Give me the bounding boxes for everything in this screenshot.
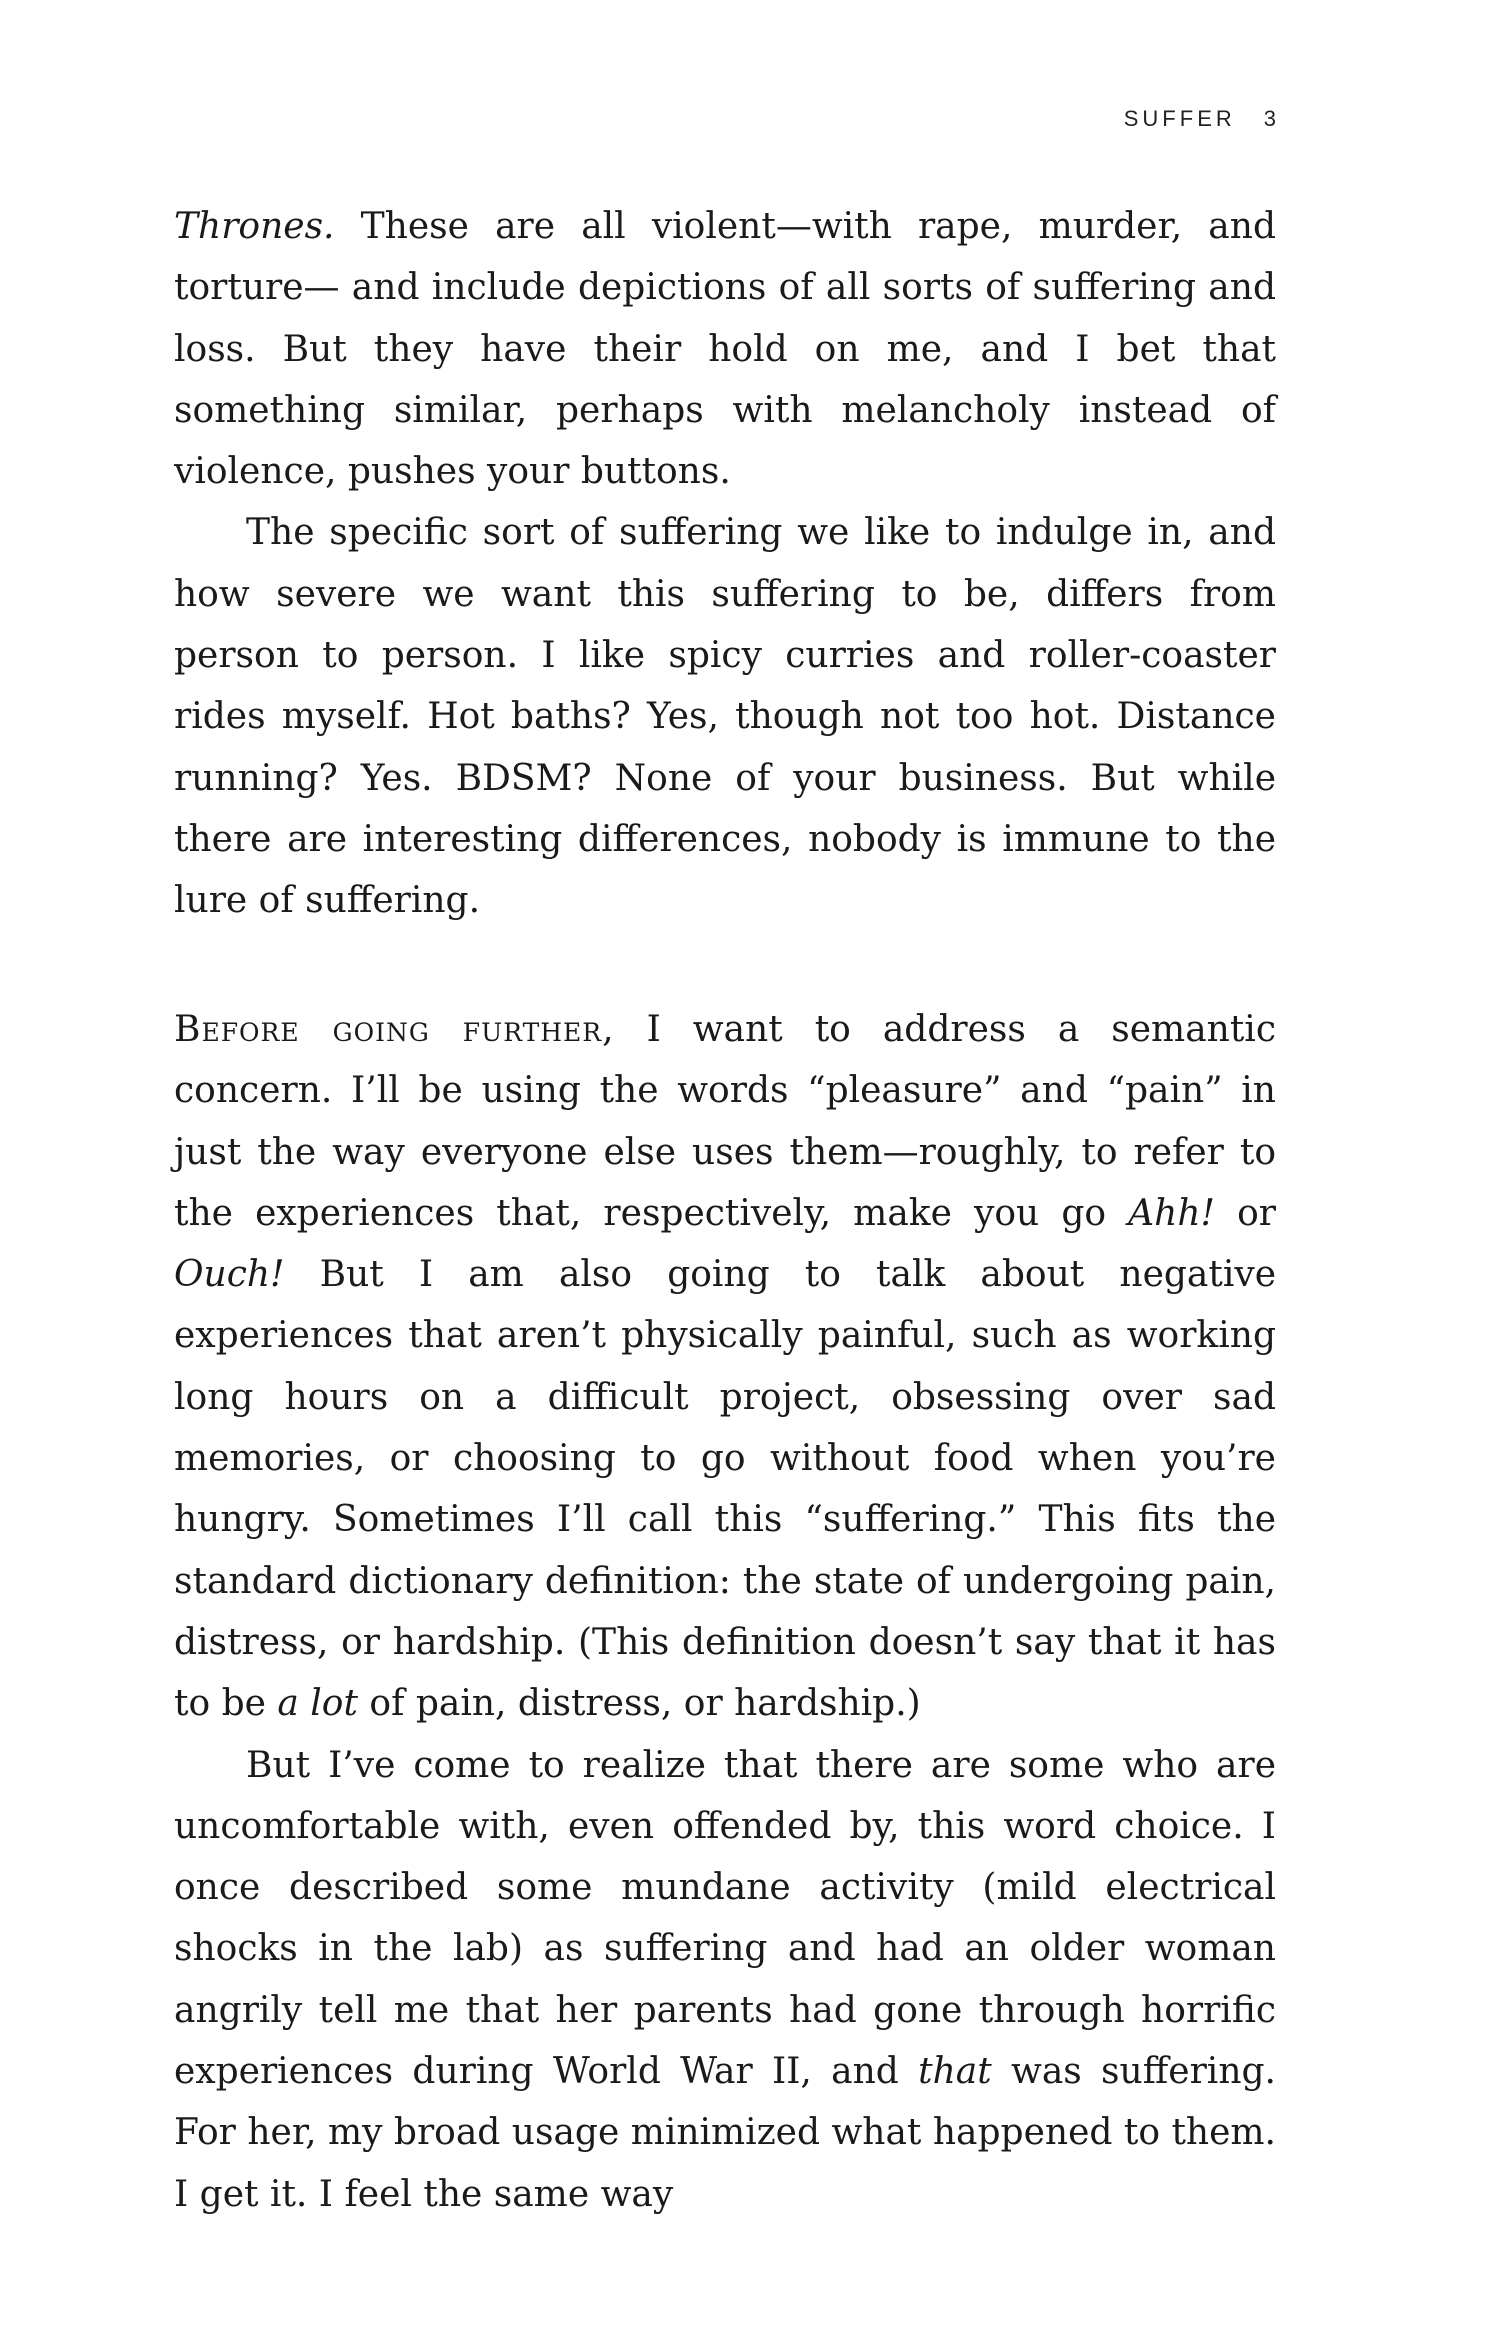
paragraph-semantic-text-1: I want to address a semantic concern. I’ll be using the words “pleasure” and “pain” in just the way everyone else uses them—roughly, to refer to the experiences that, respectively, make you go xyxy=(174,1009,1276,1234)
paragraph-word-choice-text-1: But I’ve come to realize that there are some who are uncomfortable with, even offended by, this word choice. I once described some mundane activity (mild electrical shocks in the lab) as suffering and had an older woman angrily tell me that her parents had gone through horrific experiences during World War II, and xyxy=(174,1744,1276,2093)
paragraph-word-choice xyxy=(174,1735,1276,2225)
section-lead-in: Before going further, xyxy=(174,1009,615,1050)
running-head xyxy=(1124,106,1276,132)
paragraph-semantic-concern xyxy=(174,999,1276,1735)
running-title: SUFFER xyxy=(1123,106,1236,131)
paragraph-thrones-text: These are all violent—with rape, murder, and torture— and include depictions of all sorts of suffering and loss. But they have their hold on me, and I bet that something similar, perhaps with melancholy instead of violence, pushes your buttons. xyxy=(174,206,1276,493)
italic-that: that xyxy=(918,2051,992,2093)
italic-ouch: Ouch! xyxy=(174,1254,285,1296)
italic-ahh: Ahh! xyxy=(1128,1192,1216,1234)
italic-a-lot: a lot xyxy=(277,1683,358,1725)
paragraph-semantic-text-4: of pain, distress, or hardship.) xyxy=(357,1683,921,1725)
italic-thrones: Thrones. xyxy=(174,206,335,247)
paragraph-specific-suffering: The specific sort of suffering we like to indulge in, and how severe we want this suffering to be, differs from person to person. I like spicy curries and roller-coaster rides myself. Hot baths? Yes, though not too hot. Distance running? Yes. BDSM? None of your business. But while there are interesting differences, nobody is immune to the lure of suffering. xyxy=(174,512,1276,922)
paragraph-thrones xyxy=(174,196,1276,502)
text-block-bottom xyxy=(174,999,1276,2225)
text-block-top xyxy=(174,196,1276,932)
paragraph-semantic-text-3: But I am also going to talk about negative experiences that aren’t physically painful, such as working long hours on a difficult project, obsessing over sad memories, or choosing to go without food when you’re hungry. Sometimes I’ll call this “suffering.” This fits the standard dictionary definition: the state of undergoing pain, distress, or hardship. (This definition doesn’t say that it has to be xyxy=(174,1254,1276,1725)
paragraph-word-choice-text-2: was suffering. For her, my broad usage minimized what happened to them. I get it. I feel the same way xyxy=(174,2051,1276,2215)
page-number: 3 xyxy=(1263,106,1276,131)
paragraph-semantic-text-2: or xyxy=(1215,1192,1277,1234)
